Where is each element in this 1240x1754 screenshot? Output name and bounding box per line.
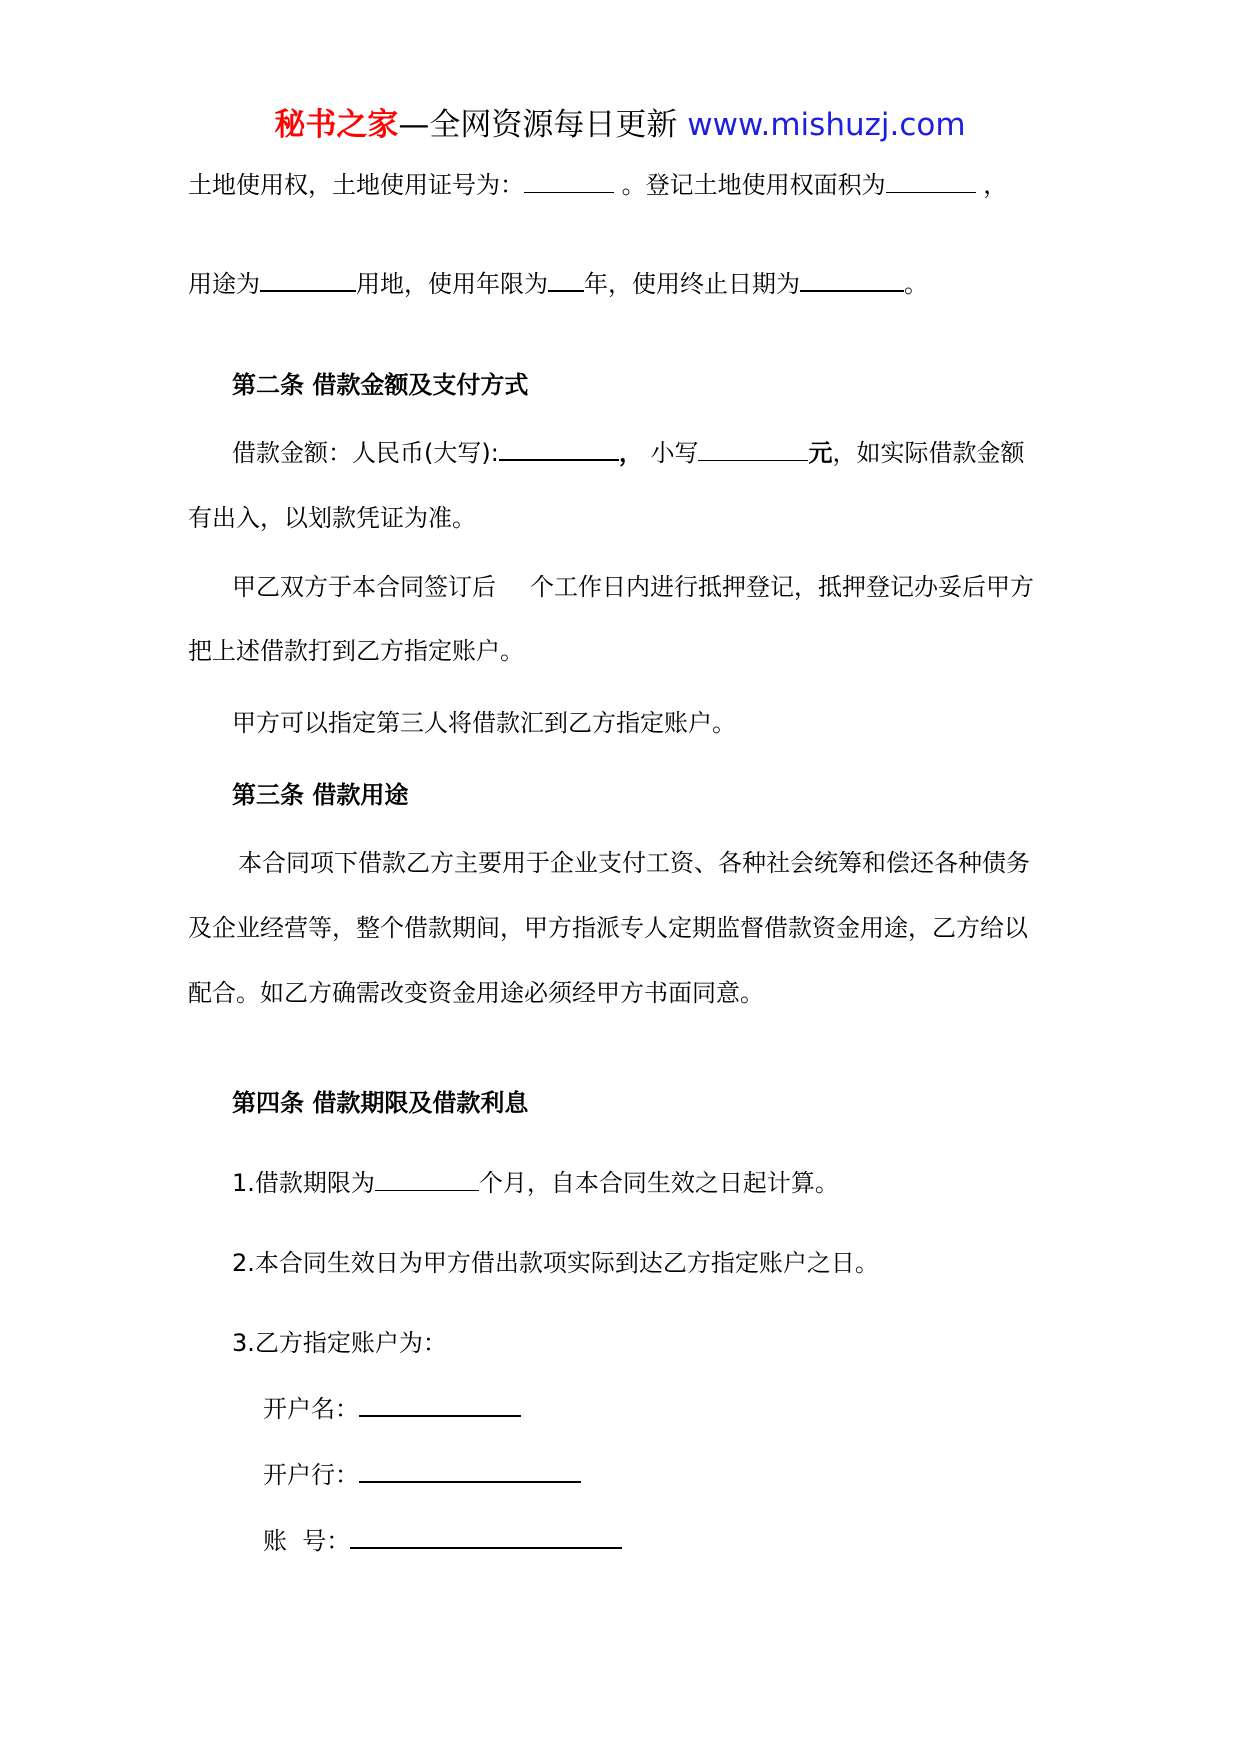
end-date-label: 年，使用终止日期为 <box>584 270 800 298</box>
amount-words-blank <box>499 437 619 461</box>
page-header <box>0 103 1240 147</box>
registration-cont: 把上述借款打到乙方指定账户。 <box>188 637 524 665</box>
amount-label: 借款金额：人民币(大写): <box>232 439 499 467</box>
amount-note-cont: 有出入，以划款凭证为准。 <box>188 504 476 532</box>
yuan-label: 元 <box>808 439 833 467</box>
land-cert-label: 土地使用权，土地使用证号为： <box>188 171 524 199</box>
area-label: 。登记土地使用权面积为 <box>621 171 886 199</box>
account-title-line: 3.乙方指定账户为： <box>232 1329 447 1357</box>
account-bank-line <box>263 1458 581 1492</box>
term-years-label: 用地，使用年限为 <box>356 270 548 298</box>
months-blank <box>375 1168 479 1191</box>
area-blank <box>886 170 976 193</box>
use-label: 用途为 <box>188 270 260 298</box>
loan-amount-line <box>232 436 1024 470</box>
article-4-heading: 第四条 借款期限及借款利息 <box>232 1089 529 1117</box>
amount-figures-label: 小写 <box>650 439 699 467</box>
term-label: 1.借款期限为 <box>232 1169 375 1197</box>
effective-date-line: 2.本合同生效日为甲方借出款项实际到达乙方指定账户之日。 <box>232 1249 879 1277</box>
article-2-heading: 第二条 借款金额及支付方式 <box>232 371 529 399</box>
account-name-blank <box>359 1393 521 1417</box>
account-name-line <box>263 1392 521 1426</box>
account-bank-blank <box>359 1459 581 1483</box>
registration-text-b: 个工作日内进行抵押登记，抵押登记办妥后甲方 <box>530 573 1034 601</box>
purpose-line-1: 本合同项下借款乙方主要用于企业支付工资、各种社会统筹和偿还各种债务 <box>238 849 1030 877</box>
account-bank-label: 开户行： <box>263 1461 359 1489</box>
registration-text-a: 甲乙双方于本合同签订后 <box>232 573 496 601</box>
land-use-line <box>188 267 928 301</box>
purpose-line-3: 配合。如乙方确需改变资金用途必须经甲方书面同意。 <box>188 979 764 1007</box>
loan-term-line <box>232 1166 839 1200</box>
account-number-blank <box>350 1525 622 1549</box>
comma: ， <box>983 171 1008 199</box>
header-brand: 秘书之家 <box>274 107 399 143</box>
land-cert-line <box>188 168 1007 202</box>
account-name-label: 开户名： <box>263 1395 359 1423</box>
amount-figures-blank <box>698 438 808 461</box>
third-party-line: 甲方可以指定第三人将借款汇到乙方指定账户。 <box>232 709 736 737</box>
header-url[interactable]: www.mishuzj.com <box>687 107 966 143</box>
registration-line <box>232 570 1034 604</box>
header-tagline: —全网资源每日更新 <box>398 107 678 143</box>
use-blank <box>260 268 356 292</box>
article-3-heading: 第三条 借款用途 <box>232 781 409 809</box>
years-blank <box>548 268 584 292</box>
amount-note: ，如实际借款金额 <box>832 439 1025 467</box>
end-date-blank <box>800 268 904 292</box>
account-number-label: 账 号： <box>263 1527 351 1555</box>
term-note: 个月，自本合同生效之日起计算。 <box>478 1169 839 1197</box>
purpose-line-2: 及企业经营等，整个借款期间，甲方指派专人定期监督借款资金用途，乙方给以 <box>188 914 1028 942</box>
period: 。 <box>904 270 928 298</box>
cert-number-blank <box>524 170 614 193</box>
amount-comma: ， <box>618 439 643 467</box>
account-number-line <box>263 1524 622 1558</box>
